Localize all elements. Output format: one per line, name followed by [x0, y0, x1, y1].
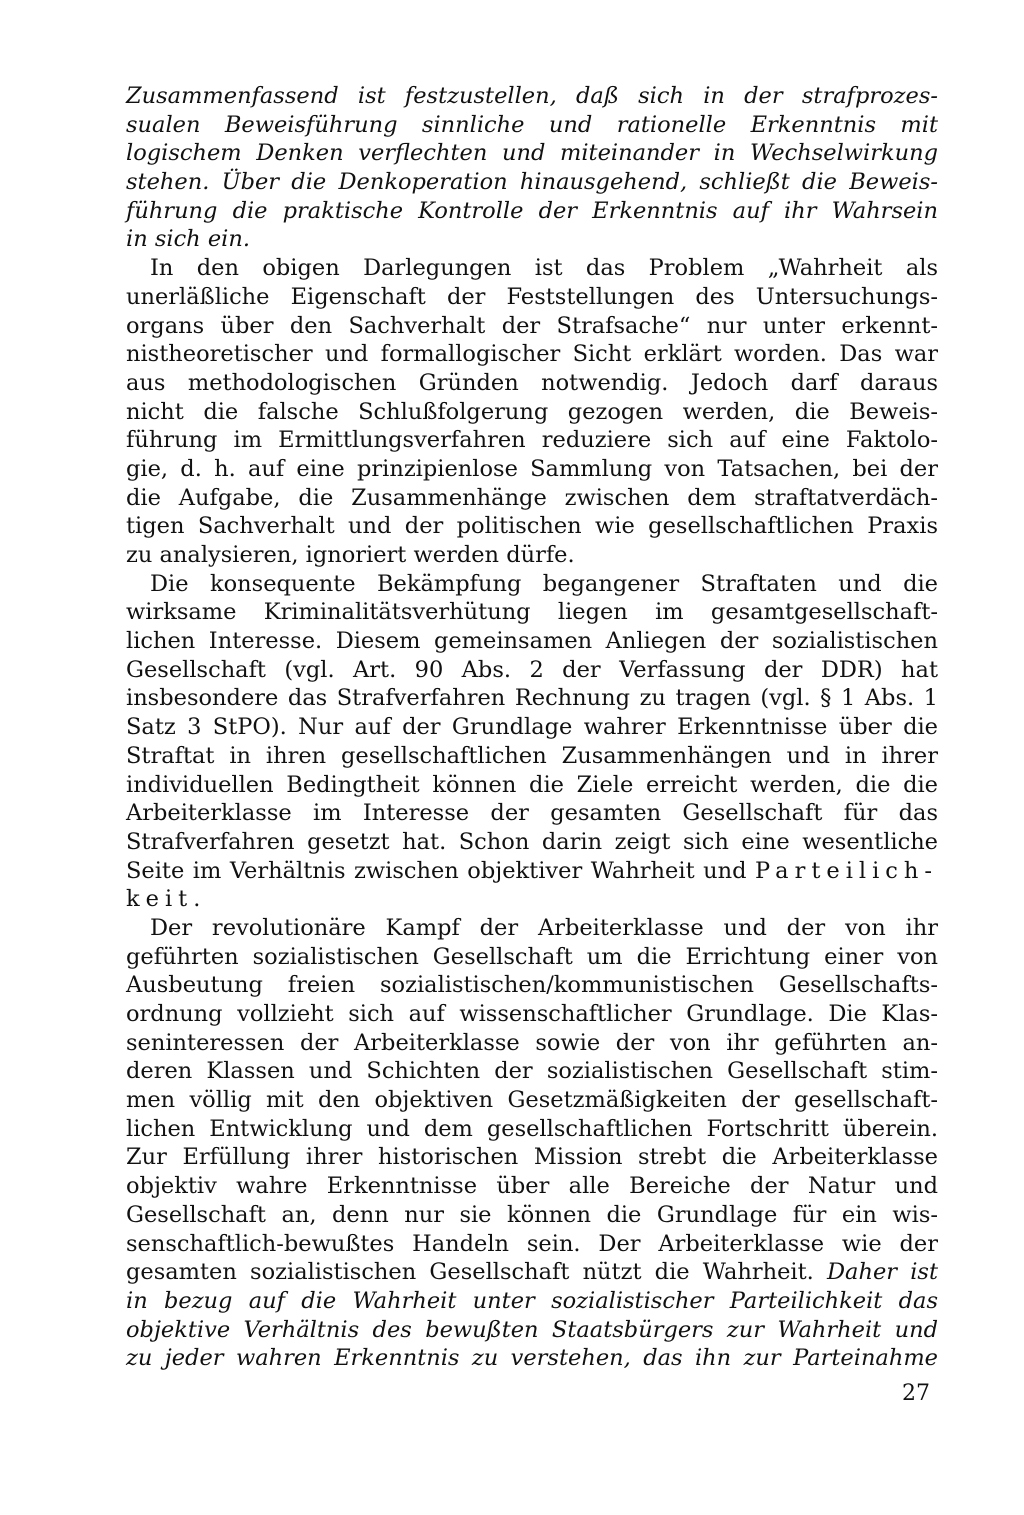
text-line	[126, 283, 938, 312]
text-line	[126, 971, 938, 1000]
text-line	[126, 713, 938, 742]
text-line	[126, 1057, 938, 1086]
text-segment: Zur Erfüllung ihrer historischen Mission strebt die Arbeiterklasse	[126, 1144, 938, 1171]
text-line	[126, 455, 938, 484]
text-segment: Parteilich-	[755, 857, 938, 884]
text-segment: deren Klassen und Schichten der sozialistischen Gesellschaft stim-	[126, 1058, 938, 1085]
text-segment: führung die praktische Kontrolle der Erkenntnis auf ihr Wahrsein	[126, 197, 938, 224]
paragraph	[126, 82, 938, 254]
paragraph	[126, 254, 938, 570]
text-line	[126, 570, 938, 599]
text-segment: seninteressen der Arbeiterklasse sowie der von ihr geführten an-	[126, 1029, 938, 1056]
text-segment: Straftat in ihren gesellschaftlichen Zusammenhängen und in ihrer	[126, 742, 938, 769]
text-segment: Ausbeutung freien sozialistischen/kommunistischen Gesellschafts-	[126, 972, 938, 999]
text-line	[126, 312, 938, 341]
text-segment: .	[193, 886, 201, 913]
paragraph	[126, 570, 938, 914]
text-line	[126, 684, 938, 713]
text-segment: Der revolutionäre Kampf der Arbeiterklasse und der von ihr	[150, 914, 938, 941]
text-line	[126, 885, 938, 914]
text-segment: objektive Verhältnis des bewußten Staatsbürgers zur Wahrheit und	[126, 1316, 938, 1343]
text-segment: geführten sozialistischen Gesellschaft um die Errichtung einer von	[126, 943, 938, 970]
text-line	[126, 1258, 938, 1287]
body-text	[126, 82, 938, 1373]
text-line	[126, 82, 938, 111]
text-line	[126, 1029, 938, 1058]
text-line	[126, 656, 938, 685]
text-segment: tigen Sachverhalt und der politischen wie gesellschaftlichen Praxis	[126, 513, 938, 540]
text-line	[126, 139, 938, 168]
text-line	[126, 197, 938, 226]
text-line	[126, 111, 938, 140]
text-segment: führung im Ermittlungsverfahren reduziere sich auf eine Faktolo-	[126, 427, 938, 454]
text-segment: wirksame Kriminalitätsverhütung liegen im gesamtgesellschaft-	[126, 599, 938, 626]
text-segment: aus methodologischen Gründen notwendig. Jedoch darf daraus	[126, 369, 938, 396]
text-line	[126, 512, 938, 541]
text-line	[126, 398, 938, 427]
text-line	[126, 857, 938, 886]
text-segment: individuellen Bedingtheit können die Ziele erreicht werden, die die	[126, 771, 938, 798]
text-segment: die Aufgabe, die Zusammenhänge zwischen dem straftatverdäch-	[126, 484, 938, 511]
text-segment: organs über den Sachverhalt der Strafsache“ nur unter erkennt-	[126, 312, 938, 339]
text-segment: objektiv wahre Erkenntnisse über alle Bereiche der Natur und	[126, 1173, 938, 1200]
text-segment: in bezug auf die Wahrheit unter sozialistischer Parteilichkeit das	[126, 1287, 938, 1314]
text-segment: gie, d. h. auf eine prinzipienlose Sammlung von Tatsachen, bei der	[126, 455, 938, 482]
text-segment: in sich ein.	[126, 226, 250, 253]
text-segment: Strafverfahren gesetzt hat. Schon darin zeigt sich eine wesentliche	[126, 828, 938, 855]
text-segment: Arbeiterklasse im Interesse der gesamten Gesellschaft für das	[126, 800, 938, 827]
text-segment: Seite im Verhältnis zwischen objektiver Wahrheit und	[126, 857, 756, 884]
text-line	[126, 1143, 938, 1172]
text-line	[126, 541, 938, 570]
text-segment: insbesondere das Strafverfahren Rechnung zu tragen (vgl. § 1 Abs. 1	[126, 685, 938, 712]
text-segment: unerläßliche Eigenschaft der Feststellungen des Untersuchungs-	[126, 283, 938, 310]
text-line	[126, 340, 938, 369]
text-line	[126, 426, 938, 455]
text-segment: keit	[126, 886, 194, 913]
text-segment: Satz 3 StPO). Nur auf der Grundlage wahrer Erkenntnisse über die	[126, 714, 938, 741]
text-segment: gesamten sozialistischen Gesellschaft nützt die Wahrheit.	[126, 1259, 827, 1286]
text-segment: In den obigen Darlegungen ist das Problem „Wahrheit als	[150, 255, 938, 282]
text-segment: Zusammenfassend ist festzustellen, daß sich in der strafprozes-	[126, 83, 938, 109]
text-segment: nistheoretischer und formallogischer Sicht erklärt worden. Das war	[126, 341, 938, 368]
text-line	[126, 1201, 938, 1230]
paragraph	[126, 914, 938, 1373]
text-segment: Gesellschaft (vgl. Art. 90 Abs. 2 der Verfassung der DDR) hat	[126, 656, 938, 683]
text-line	[126, 225, 938, 254]
text-line	[126, 1000, 938, 1029]
text-line	[126, 168, 938, 197]
text-segment: Die konsequente Bekämpfung begangener Straftaten und die	[150, 570, 938, 597]
text-line	[126, 369, 938, 398]
text-segment: Gesellschaft an, denn nur sie können die Grundlage für ein wis-	[126, 1201, 938, 1228]
text-segment: zu analysieren, ignoriert werden dürfe.	[126, 542, 575, 568]
text-line	[126, 742, 938, 771]
text-segment: lichen Interesse. Diesem gemeinsamen Anliegen der sozialistischen	[126, 628, 938, 655]
text-segment: men völlig mit den objektiven Gesetzmäßigkeiten der gesellschaft-	[126, 1087, 938, 1114]
text-line	[126, 799, 938, 828]
text-segment: sualen Beweisführung sinnliche und rationelle Erkenntnis mit	[126, 111, 938, 138]
text-segment: zu jeder wahren Erkenntnis zu verstehen, das ihn zur Parteinahme	[126, 1345, 938, 1372]
text-line	[126, 627, 938, 656]
text-segment: lichen Entwicklung und dem gesellschaftlichen Fortschritt überein.	[126, 1115, 938, 1142]
text-line	[126, 1230, 938, 1259]
text-line	[126, 1086, 938, 1115]
text-segment: senschaftlich-bewußtes Handeln sein. Der Arbeiterklasse wie der	[126, 1230, 938, 1257]
text-segment: ordnung vollzieht sich auf wissenschaftlicher Grundlage. Die Klas-	[126, 1001, 938, 1027]
text-line	[126, 1287, 938, 1316]
text-segment: logischem Denken verflechten und miteinander in Wechselwirkung	[126, 140, 938, 167]
text-line	[126, 828, 938, 857]
text-line	[126, 1115, 938, 1144]
text-line	[126, 943, 938, 972]
text-line	[126, 598, 938, 627]
text-line	[126, 254, 938, 283]
text-line	[126, 1344, 938, 1373]
text-segment: stehen. Über die Denkoperation hinausgehend, schließt die Beweis-	[126, 169, 938, 196]
text-segment: Daher ist	[827, 1259, 938, 1286]
text-line	[126, 1316, 938, 1345]
text-line	[126, 914, 938, 943]
text-segment: nicht die falsche Schlußfolgerung gezogen werden, die Beweis-	[126, 398, 938, 425]
text-line	[126, 484, 938, 513]
page-number: 27	[902, 1381, 930, 1406]
text-line	[126, 771, 938, 800]
text-line	[126, 1172, 938, 1201]
